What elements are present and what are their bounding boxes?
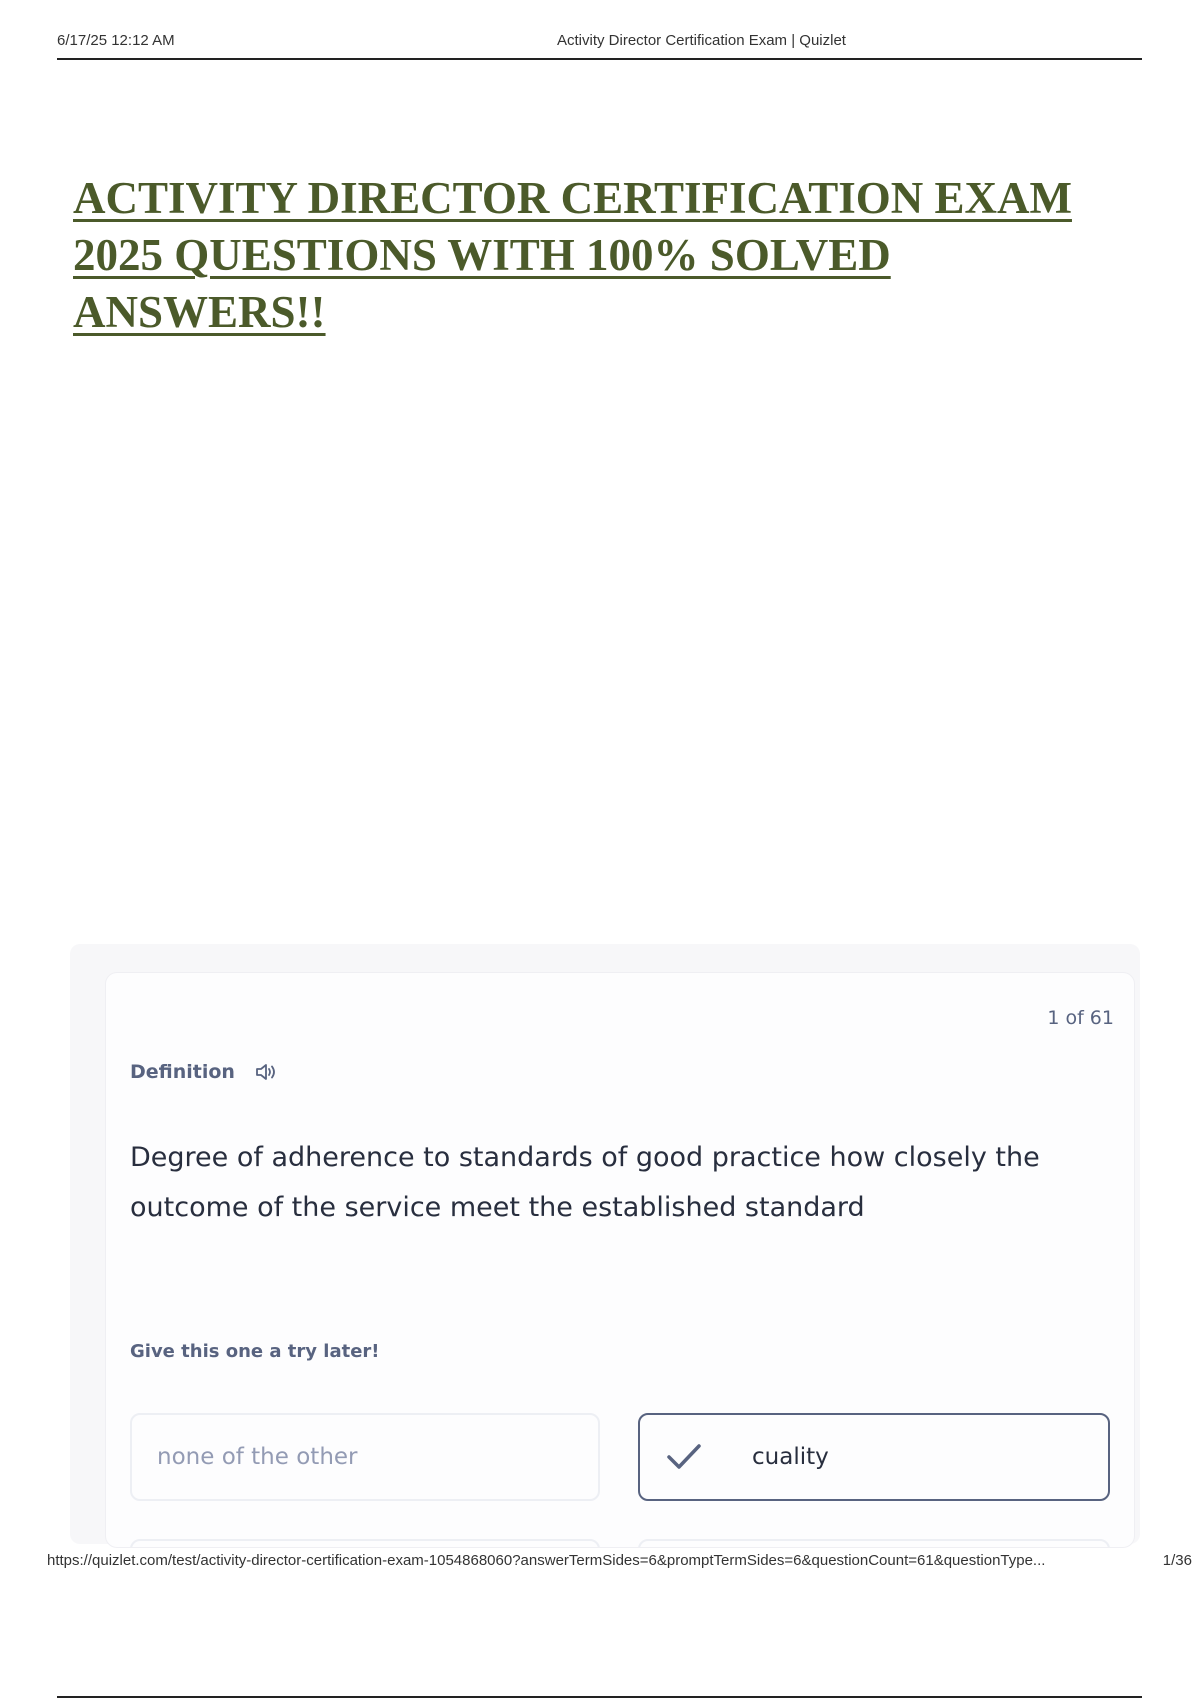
prompt-type-label: Definition (130, 1061, 235, 1083)
print-footer (47, 1550, 1192, 1576)
question-progress: 1 of 61 (1047, 1007, 1114, 1029)
quiz-question-card (105, 972, 1135, 1548)
answer-option-1[interactable] (130, 1413, 600, 1501)
print-page-number: 1/36 (1162, 1552, 1192, 1569)
prompt-label-row (130, 1061, 277, 1083)
answer-option-label: cuality (752, 1444, 829, 1470)
print-datetime: 6/17/25 12:12 AM (57, 32, 175, 49)
audio-icon[interactable] (255, 1063, 277, 1081)
answer-option-3[interactable] (130, 1539, 600, 1548)
print-header (57, 28, 1142, 60)
bottom-divider (57, 1696, 1142, 1698)
hint-text: Give this one a try later! (130, 1341, 380, 1362)
answer-option-label: none of the other (157, 1444, 358, 1470)
prompt-text: Degree of adherence to standards of good practice how closely the outcome of the service meet the established standard (130, 1142, 1040, 1223)
check-icon (666, 1442, 702, 1472)
print-footer-url: https://quizlet.com/test/activity-director-certification-exam-1054868060?answerTermSides=6&promptTermSides=6&questionCount=61&questionType... (47, 1552, 1046, 1569)
document-title: ACTIVITY DIRECTOR CERTIFICATION EXAM 2025 QUESTIONS WITH 100% SOLVED ANSWERS!! (73, 173, 1072, 337)
answer-option-2-correct[interactable] (638, 1413, 1110, 1501)
answer-option-4[interactable] (638, 1539, 1110, 1548)
print-page-title: Activity Director Certification Exam | Quizlet (557, 32, 846, 49)
